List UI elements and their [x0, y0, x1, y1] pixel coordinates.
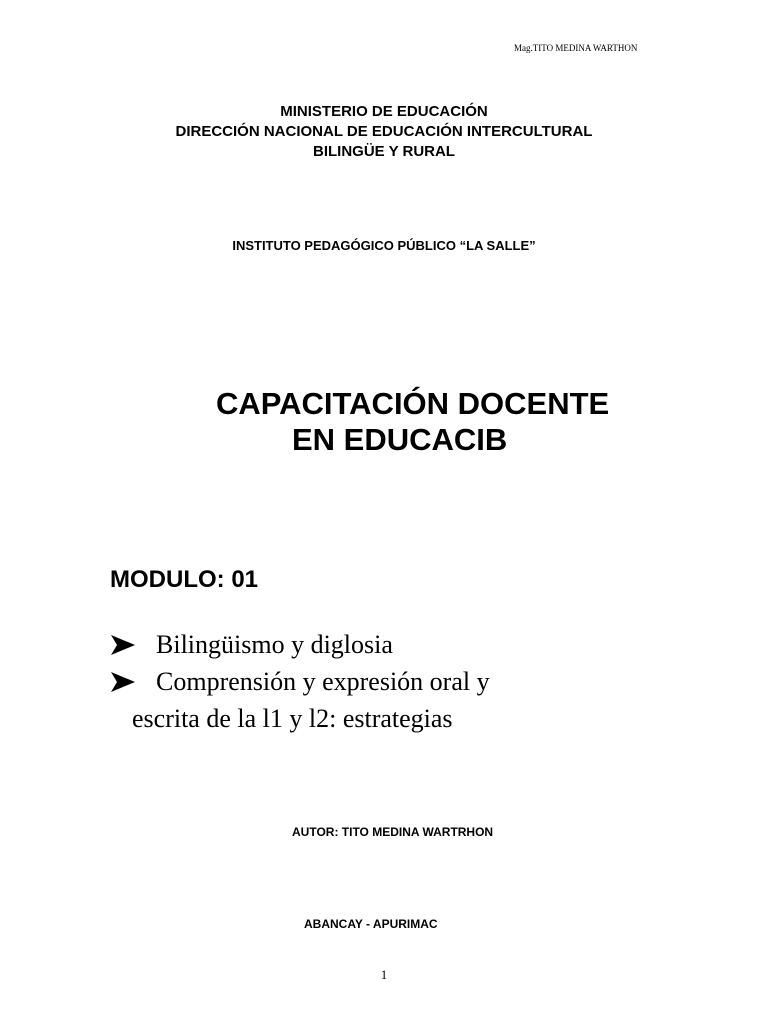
topic-text: Bilingüismo y diglosia: [156, 630, 393, 659]
ministry-heading: [0, 102, 768, 162]
page-number: 1: [380, 967, 388, 982]
arrowhead-bullet-icon: [110, 628, 156, 665]
ministry-line-1: MINISTERIO DE EDUCACIÓN: [280, 103, 488, 120]
arrowhead-bullet-icon: [110, 665, 156, 702]
place-label: ABANCAY - APURIMAC: [304, 917, 438, 931]
topic-text-continuation: escrita de la l1 y l2: estrategias: [132, 704, 453, 733]
author-label: AUTOR: TITO MEDINA WARTRHON: [292, 825, 494, 839]
topic-item: [110, 665, 730, 736]
ministry-line-2: DIRECCIÓN NACIONAL DE EDUCACIÓN INTERCULTURAL: [175, 123, 593, 140]
course-title-line-2: EN EDUCACIB: [292, 422, 508, 457]
ministry-line-3: BILINGÜE Y RURAL: [313, 143, 455, 160]
topic-list: [110, 628, 730, 736]
topic-item: [110, 628, 730, 665]
topic-text: Comprensión y expresión oral y: [156, 667, 490, 696]
course-title-line-1: CAPACITACIÓN DOCENTE: [216, 386, 610, 421]
header-author-note: Mag.TITO MEDINA WARTHON: [514, 43, 638, 53]
institute-name: INSTITUTO PEDAGÓGICO PÚBLICO “LA SALLE”: [232, 238, 536, 253]
module-label: MODULO: 01: [110, 566, 259, 593]
